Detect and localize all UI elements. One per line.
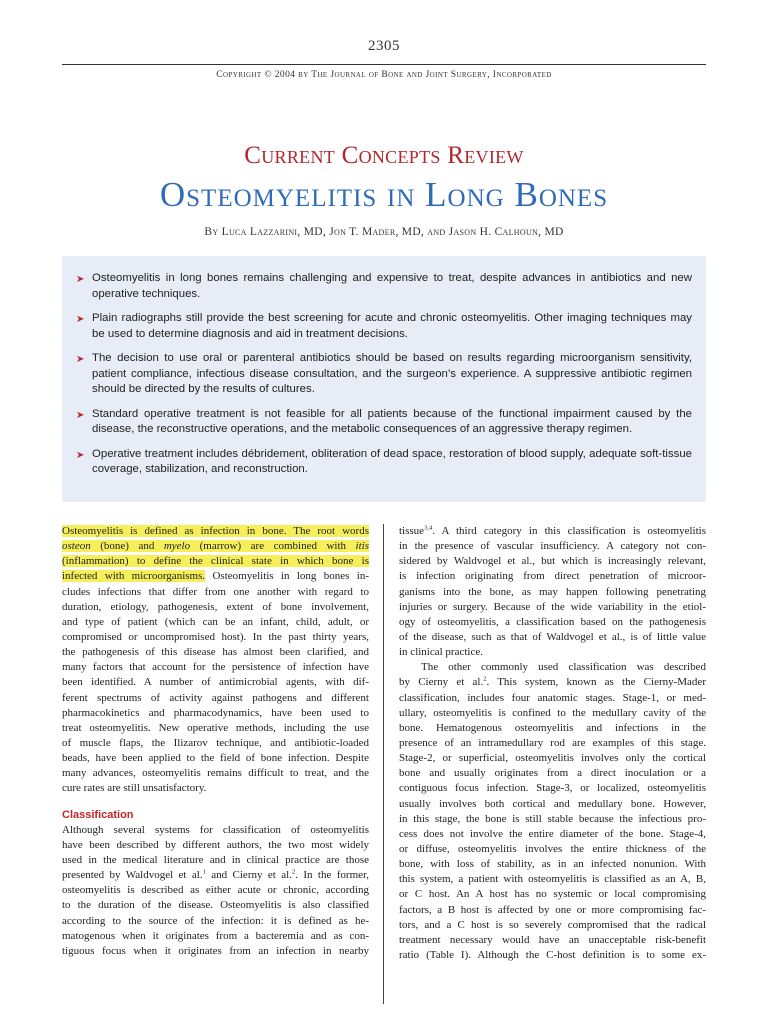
- body-line: in the presence of vascular insufficiency. A category not con-: [399, 540, 706, 553]
- header-rule: [62, 64, 706, 65]
- body-line: factors, a B host is affected by one or more compromising fac-: [399, 903, 706, 916]
- body-line: been identified. A number of antimicrobial agents, with dif-: [62, 676, 369, 689]
- body-line: of muscle flaps, the Ilizarov technique, and antibiotic-loaded: [62, 736, 369, 749]
- body-line: osteomyelitis is described as either acute or chronic, according: [62, 884, 369, 897]
- arrow-bullet-icon: ➤: [76, 449, 85, 461]
- body-line: matogenous when it originates from a bacteremia and as con-: [62, 929, 369, 942]
- body-line: by Cierny et al.$^2$. This system, known as the Cierny-Mader: [399, 675, 706, 689]
- section-heading-classification: Classification: [62, 808, 134, 821]
- key-point-item: [76, 351, 692, 398]
- body-line: duration, etiology, pathogenesis, extent of bone involvement,: [62, 600, 369, 613]
- key-point-item: [76, 311, 692, 342]
- body-line: cure rates are still unsatisfactory.: [62, 782, 207, 795]
- body-line: classification, includes four anatomic stages. Stage-1, or med-: [399, 691, 706, 704]
- body-line: tiguous focus when it originates from an infection in nearby: [62, 944, 369, 957]
- key-point-text: The decision to use oral or parenteral antibiotics should be based on results regarding microorganism sensitivity, patient compliance, infectious disease consultation, and the surgeon’s experience. A suppressive antibiotic regimen should be directed by the results of cultures.: [92, 352, 692, 395]
- body-line: used in the medical literature and in clinical practice are those: [62, 853, 369, 866]
- body-line: presence of an intramedullary rod are examples of this stage.: [399, 736, 706, 749]
- body-line: is infection originating from direct penetration of microor-: [399, 570, 706, 583]
- body-line: ratio (Table I). Although the C-host definition is to some ex-: [399, 948, 706, 961]
- body-line: [62, 554, 369, 569]
- key-point-text: Osteomyelitis in long bones remains challenging and expensive to treat, despite advances in antibiotics and new operative techniques.: [92, 272, 692, 300]
- body-line: in this stage, the bone is still stable because the infectious pro-: [399, 812, 706, 825]
- body-line: cess does not involve the entire diameter of the bone. Stage-4,: [399, 827, 706, 840]
- copyright-line: Copyright © 2004 by The Journal of Bone and Joint Surgery, Incorporated: [216, 70, 552, 80]
- article-kicker: Current Concepts Review: [244, 142, 524, 169]
- body-line: compromised or uncompromised host). In the past thirty years,: [62, 630, 369, 643]
- body-line: bone and usually originates from a direct inoculation or a: [399, 767, 706, 780]
- key-points-box: [62, 256, 706, 502]
- body-line: many advances, osteomyelitis remains difficult to treat, and the: [62, 767, 369, 780]
- body-line: sidered by Waldvogel et al., but which is increasingly relevant,: [399, 555, 706, 568]
- body-line: in clinical practice.: [399, 646, 483, 659]
- body-line: tissue$^{3,4}$. A third category in this classification is osteomyelitis: [399, 524, 706, 537]
- article-byline: By Luca Lazzarini, MD, Jon T. Mader, MD, and Jason H. Calhoun, MD: [204, 226, 564, 238]
- column-divider: [383, 524, 384, 1004]
- key-point-text: Plain radiographs still provide the best screening for acute and chronic osteomyelitis. Other imaging techniques may be used to determine diagnosis and aid in treatment decisions.: [92, 312, 692, 340]
- body-line: according to the source of the infection: it is defined as he-: [62, 914, 369, 927]
- body-line: bone. Hematogenous osteomyelitis and infections in the: [399, 721, 706, 734]
- body-line: ogy of osteomyelitis, a classification based on the pathogenesis: [399, 615, 706, 628]
- body-line: Stage-2, or superficial, osteomyelitis involves only the cortical: [399, 752, 706, 765]
- body-line: cludes infections that differ from one another with regard to: [62, 585, 369, 598]
- arrow-bullet-icon: ➤: [76, 354, 85, 365]
- arrow-bullet-icon: ➤: [76, 274, 85, 285]
- body-line: usually involves both cortical and medullary bone. However,: [399, 797, 706, 810]
- body-line: Although several systems for classification of osteomyelitis: [62, 823, 369, 836]
- arrow-bullet-icon: ➤: [76, 314, 85, 325]
- body-line: [62, 539, 369, 554]
- highlighted-text: infected with microorganisms.: [62, 570, 206, 583]
- key-point-item: [76, 271, 692, 302]
- key-point-item: [76, 407, 692, 438]
- highlighted-text: (inflammation) to define the clinical state in which bone is: [62, 555, 369, 568]
- body-line: injuries or surgery. Because of the wide variability in the etiol-: [399, 600, 706, 613]
- body-line: presented by Waldvogel et al.$^1$ and Cierny et al.$^2$. In the former,: [62, 868, 369, 882]
- body-line: treatment necessary would have an unacceptable risk-benefit: [399, 933, 706, 946]
- key-point-text: Operative treatment includes débridement, obliteration of dead space, restoration of blood supply, adequate soft-tissue coverage, stabilization, and reconstruction.: [92, 447, 692, 475]
- key-point-item: [76, 447, 692, 478]
- body-line: bone, with loss of stability, as in an infected nonunion. With: [399, 858, 706, 871]
- body-line: to the duration of the disease. Osteomyelitis is also classified: [62, 899, 369, 912]
- body-line: and type of patient (which can be an infant, child, adult, or: [62, 615, 369, 628]
- body-line: ferent spectrums of activity against pathogens and different: [62, 691, 369, 704]
- body-line: many factors that account for the persistence of infection have: [62, 661, 369, 674]
- body-line: of the disease, such as that of Waldvogel et al., is of little value: [399, 630, 706, 643]
- body-line: pharmacokinetics and pharmacodynamics, have been used to: [62, 706, 369, 719]
- body-line: tors, and a C host is so severely compromised that the radical: [399, 918, 706, 931]
- highlighted-text: Osteomyelitis is defined as infection in bone. The root words: [62, 525, 369, 537]
- body-column-right: [399, 524, 706, 963]
- body-line: or C host. An A host has no systemic or local compromising: [399, 888, 706, 901]
- article-title: Osteomyelitis in Long Bones: [159, 175, 609, 214]
- body-line: beads, have been applied to the field of bone infection. Despite: [62, 752, 369, 765]
- body-line: the pathogenesis of this disease has almost been clarified, and: [62, 646, 369, 659]
- body-line: ganisms into the bone, as may happen following penetrating: [399, 585, 706, 598]
- body-line: have been described by different authors, the two most widely: [62, 838, 369, 851]
- body-column-left: [62, 524, 369, 959]
- highlighted-text: osteon (bone) and myelo (marrow) are combined with itis: [62, 540, 369, 553]
- key-point-text: Standard operative treatment is not feasible for all patients because of the functional impairment caused by the disease, the reconstructive operations, and the metabolic consequences of an aggressive therapy regimen.: [92, 407, 692, 435]
- page-number: 2305: [368, 38, 400, 54]
- arrow-bullet-icon: ➤: [76, 409, 85, 421]
- body-line: infected with microorganisms. Osteomyelitis in long bones in-: [62, 570, 369, 583]
- body-line: ullary, osteomyelitis is confined to the medullary cavity of the: [399, 706, 706, 719]
- body-line: this system, a patient with osteomyelitis is classified as an A, B,: [399, 873, 706, 886]
- body-line: contiguous focus infection. Stage-3, or localized, osteomyelitis: [399, 782, 706, 795]
- body-line: The other commonly used classification was described: [421, 661, 706, 674]
- body-line: or diffuse, osteomyelitis involves the entire thickness of the: [399, 842, 706, 855]
- body-line: [62, 524, 369, 539]
- body-line: treat osteomyelitis. New operative methods, including the use: [62, 721, 369, 734]
